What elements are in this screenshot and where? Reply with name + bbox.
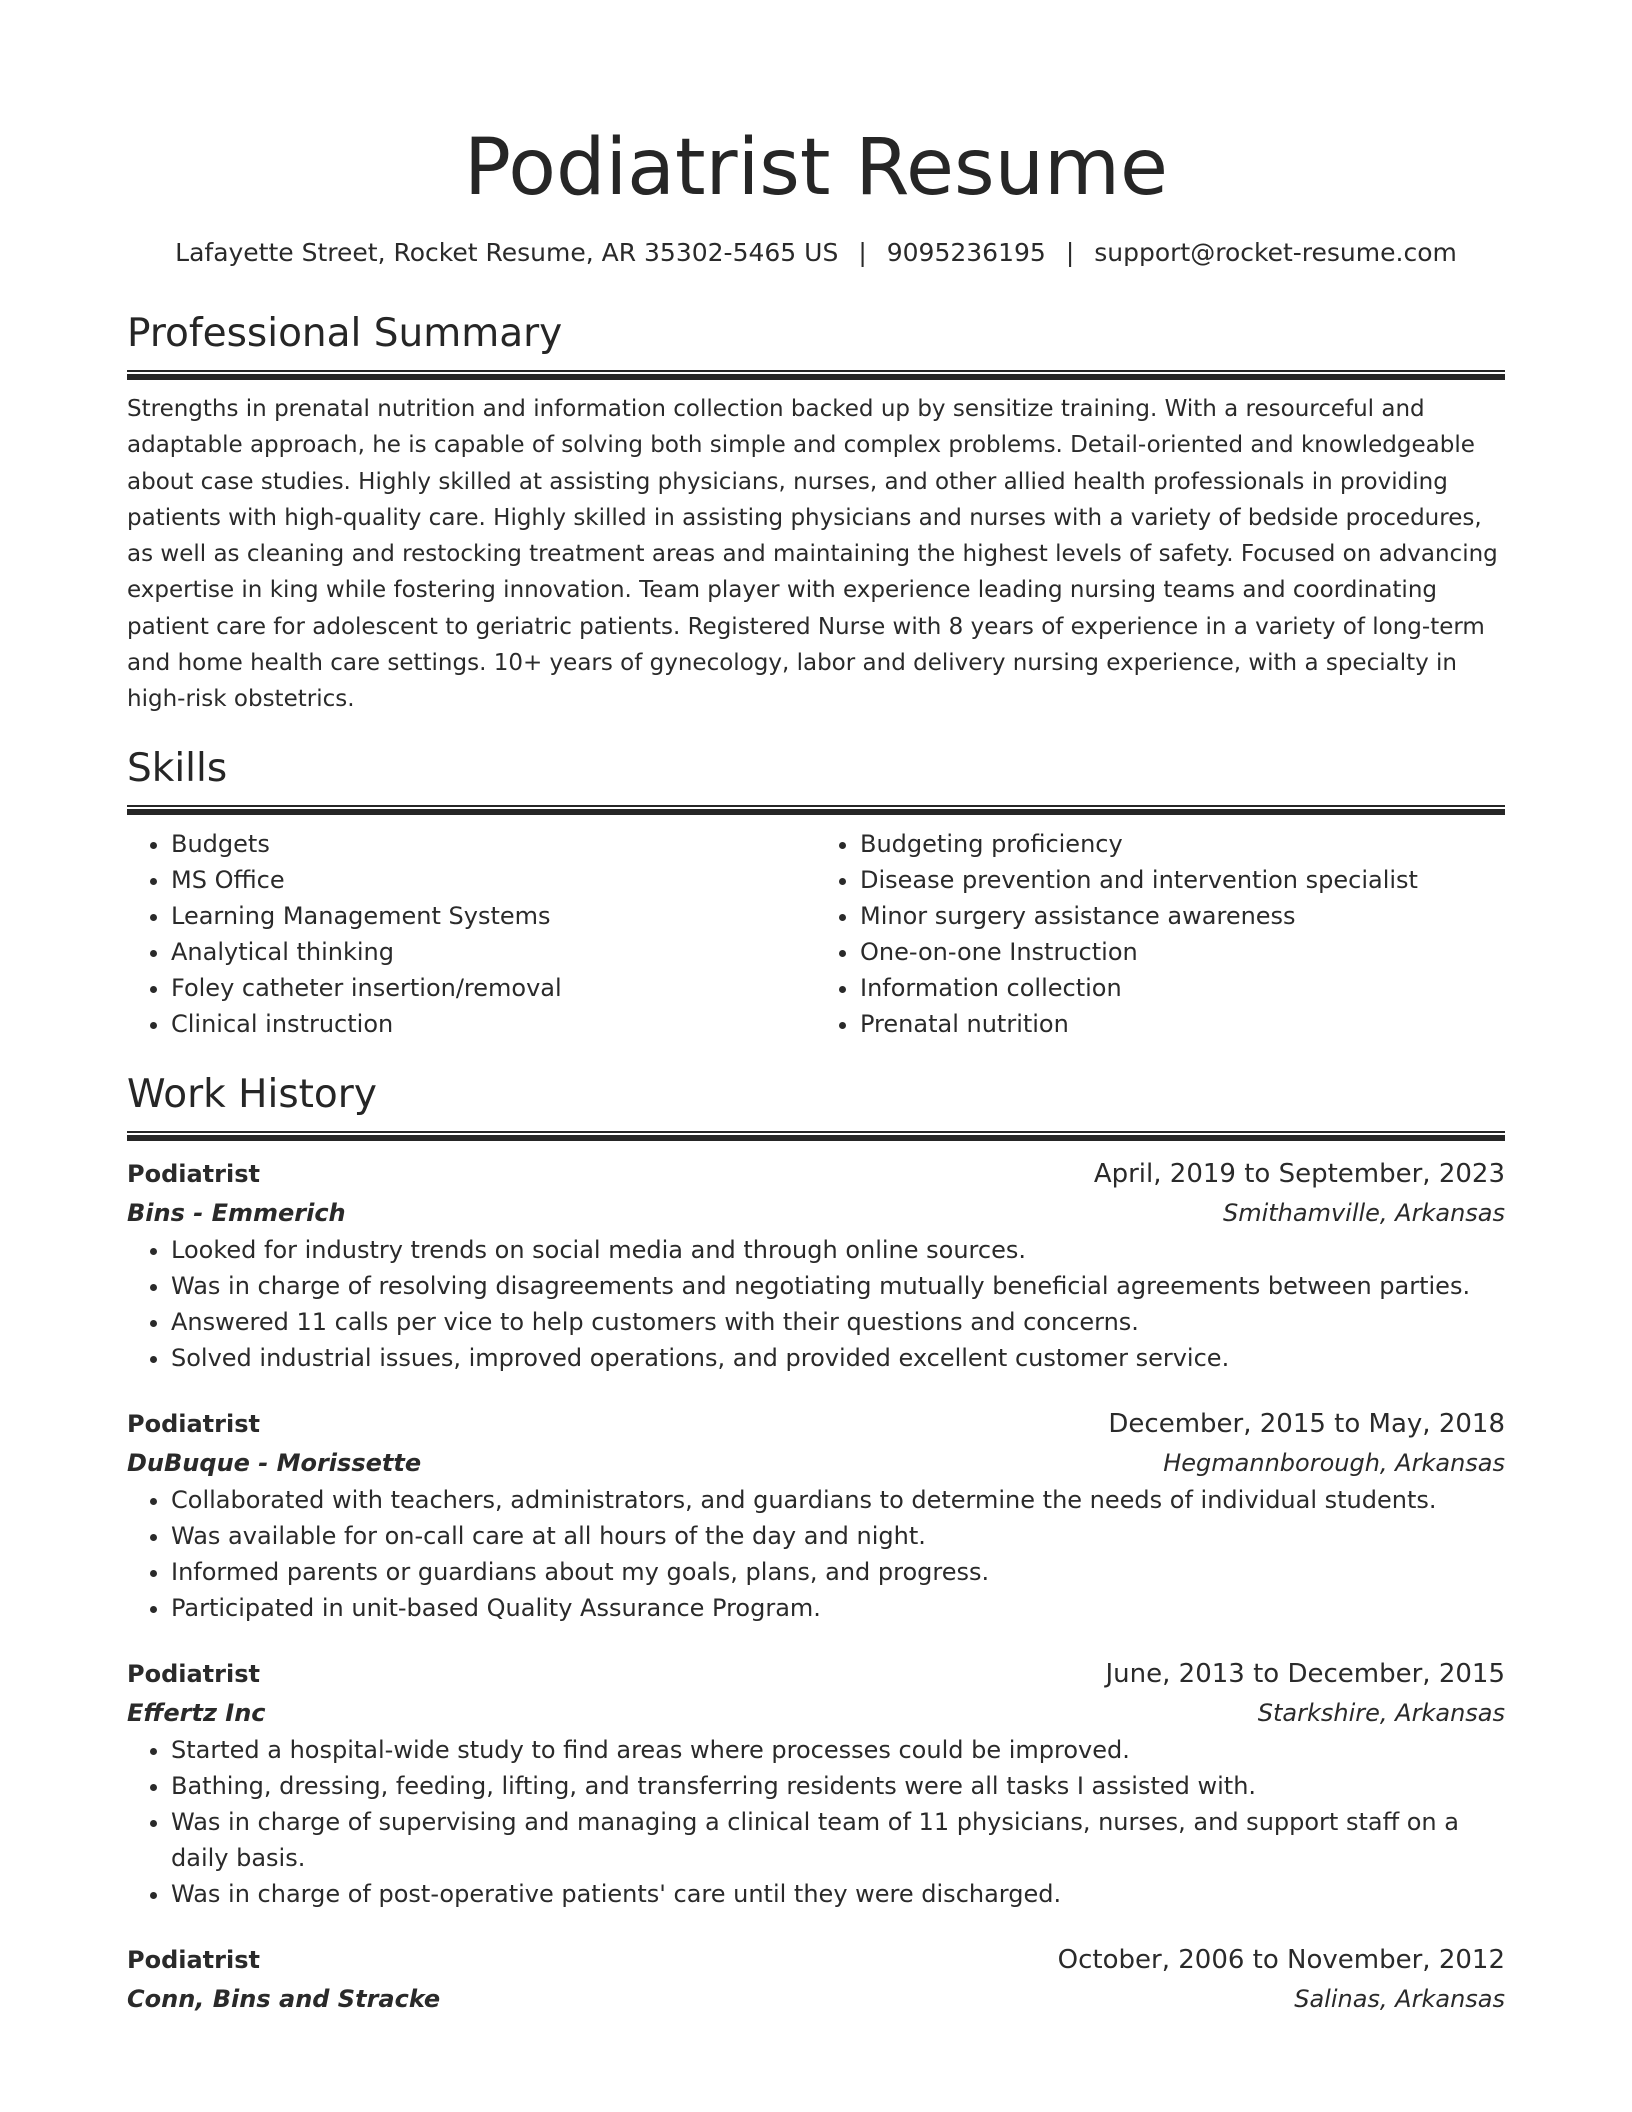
- job-bullet: • Informed parents or guardians about my goals, plans, and progress.: [171, 1554, 1505, 1590]
- skill-item: • Budgeting proficiency: [860, 826, 1505, 862]
- skill-item: • Prenatal nutrition: [860, 1006, 1505, 1042]
- job-title: Podiatrist: [127, 1159, 260, 1188]
- job-dates: June, 2013 to December, 2015: [1105, 1658, 1505, 1689]
- job-bullet: • Was available for on-call care at all hours of the day and night.: [171, 1518, 1505, 1554]
- section-divider: [127, 370, 1505, 380]
- skill-item: • Clinical instruction: [171, 1006, 816, 1042]
- job-bullet: • Collaborated with teachers, administrators, and guardians to determine the needs of individual students.: [171, 1482, 1505, 1518]
- job-entry: [127, 1654, 1505, 1912]
- job-dates: October, 2006 to November, 2012: [1057, 1944, 1505, 1975]
- skill-item: • Information collection: [860, 970, 1505, 1006]
- job-subheader: [127, 1980, 1505, 2018]
- skills-list-right: [816, 826, 1505, 1042]
- job-title: Podiatrist: [127, 1945, 260, 1974]
- job-bullet-list: [127, 1482, 1505, 1626]
- job-bullet: • Looked for industry trends on social media and through online sources.: [171, 1232, 1505, 1268]
- job-subheader: [127, 1194, 1505, 1232]
- job-location: Hegmannborough, Arkansas: [1163, 1448, 1505, 1477]
- skill-item: • Disease prevention and intervention specialist: [860, 862, 1505, 898]
- job-location: Starkshire, Arkansas: [1257, 1698, 1505, 1727]
- job-header: [127, 1404, 1505, 1444]
- job-header: [127, 1154, 1505, 1194]
- job-bullet: • Was in charge of resolving disagreements and negotiating mutually beneficial agreements between parties.: [171, 1268, 1505, 1304]
- work-heading: Work History: [127, 1071, 377, 1117]
- job-subheader: [127, 1694, 1505, 1732]
- job-bullet: • Was in charge of supervising and managing a clinical team of 11 physicians, nurses, and support staff on a daily basis.: [171, 1804, 1505, 1876]
- skill-item: • One-on-one Instruction: [860, 934, 1505, 970]
- job-company: DuBuque - Morissette: [127, 1448, 422, 1477]
- job-bullet-list: [127, 1232, 1505, 1376]
- job-header: [127, 1940, 1505, 1980]
- skills-grid: [127, 826, 1505, 1042]
- section-divider: [127, 805, 1505, 815]
- job-company: Effertz Inc: [127, 1698, 266, 1727]
- contact-email: support@rocket-resume.com: [1094, 238, 1457, 267]
- summary-text: Strengths in prenatal nutrition and information collection backed up by sensitize training. With a resourceful and adaptable approach, he is capable of solving both simple and complex problems. Detail-oriented and knowledgeable about case studies. Highly skilled at assisting physicians, nurses, and other allied health professionals in providing patients with high-quality care. Highly skilled in assisting physicians and nurses with a variety of bedside procedures, as well as cleaning and restocking treatment areas and maintaining the highest levels of safety. Focused on advancing expertise in king while fostering innovation. Team player with experience leading nursing teams and coordinating patient care for adolescent to geriatric patients. Registered Nurse with 8 years of experience in a variety of long-term and home health care settings. 10+ years of gynecology, labor and delivery nursing experience, with a specialty in high-risk obstetrics.: [127, 396, 1498, 713]
- job-bullet-list: [127, 1732, 1505, 1912]
- job-subheader: [127, 1444, 1505, 1482]
- contact-separator: |: [1065, 238, 1075, 267]
- job-bullet: • Bathing, dressing, feeding, lifting, and transferring residents were all tasks I assisted with.: [171, 1768, 1505, 1804]
- job-dates: April, 2019 to September, 2023: [1093, 1158, 1505, 1189]
- job-bullet: • Participated in unit-based Quality Assurance Program.: [171, 1590, 1505, 1626]
- job-dates: December, 2015 to May, 2018: [1108, 1408, 1505, 1439]
- contact-line: [127, 236, 1505, 270]
- job-title: Podiatrist: [127, 1409, 260, 1438]
- work-section: [127, 1071, 1505, 2018]
- section-divider: [127, 1131, 1505, 1141]
- job-header: [127, 1654, 1505, 1694]
- job-bullet: • Solved industrial issues, improved operations, and provided excellent customer service.: [171, 1340, 1505, 1376]
- job-company: Conn, Bins and Stracke: [127, 1984, 441, 2013]
- job-location: Smithamville, Arkansas: [1222, 1198, 1505, 1227]
- job-entry: [127, 1154, 1505, 1376]
- skills-section: [127, 745, 1505, 1042]
- skill-item: • MS Office: [171, 862, 816, 898]
- job-location: Salinas, Arkansas: [1294, 1984, 1505, 2013]
- job-bullet: • Started a hospital-wide study to find areas where processes could be improved.: [171, 1732, 1505, 1768]
- job-bullet: • Was in charge of post-operative patients' care until they were discharged.: [171, 1876, 1505, 1912]
- skills-heading: Skills: [127, 745, 228, 791]
- contact-address: Lafayette Street, Rocket Resume, AR 35302-5465 US: [175, 238, 839, 267]
- skill-item: • Budgets: [171, 826, 816, 862]
- contact-separator: |: [858, 238, 867, 267]
- job-entry: [127, 1940, 1505, 2018]
- job-bullet: • Answered 11 calls per vice to help customers with their questions and concerns.: [171, 1304, 1505, 1340]
- skill-item: • Analytical thinking: [171, 934, 816, 970]
- skill-item: • Foley catheter insertion/removal: [171, 970, 816, 1006]
- skills-list-left: [127, 826, 816, 1042]
- skill-item: • Minor surgery assistance awareness: [860, 898, 1505, 934]
- summary-section: [127, 310, 1505, 718]
- skill-item: • Learning Management Systems: [171, 898, 816, 934]
- job-title: Podiatrist: [127, 1659, 260, 1688]
- page-title: Podiatrist Resume: [463, 123, 1169, 213]
- contact-phone: 9095236195: [886, 238, 1046, 267]
- job-company: Bins - Emmerich: [127, 1198, 346, 1227]
- summary-heading: Professional Summary: [127, 311, 563, 356]
- job-entry: [127, 1404, 1505, 1626]
